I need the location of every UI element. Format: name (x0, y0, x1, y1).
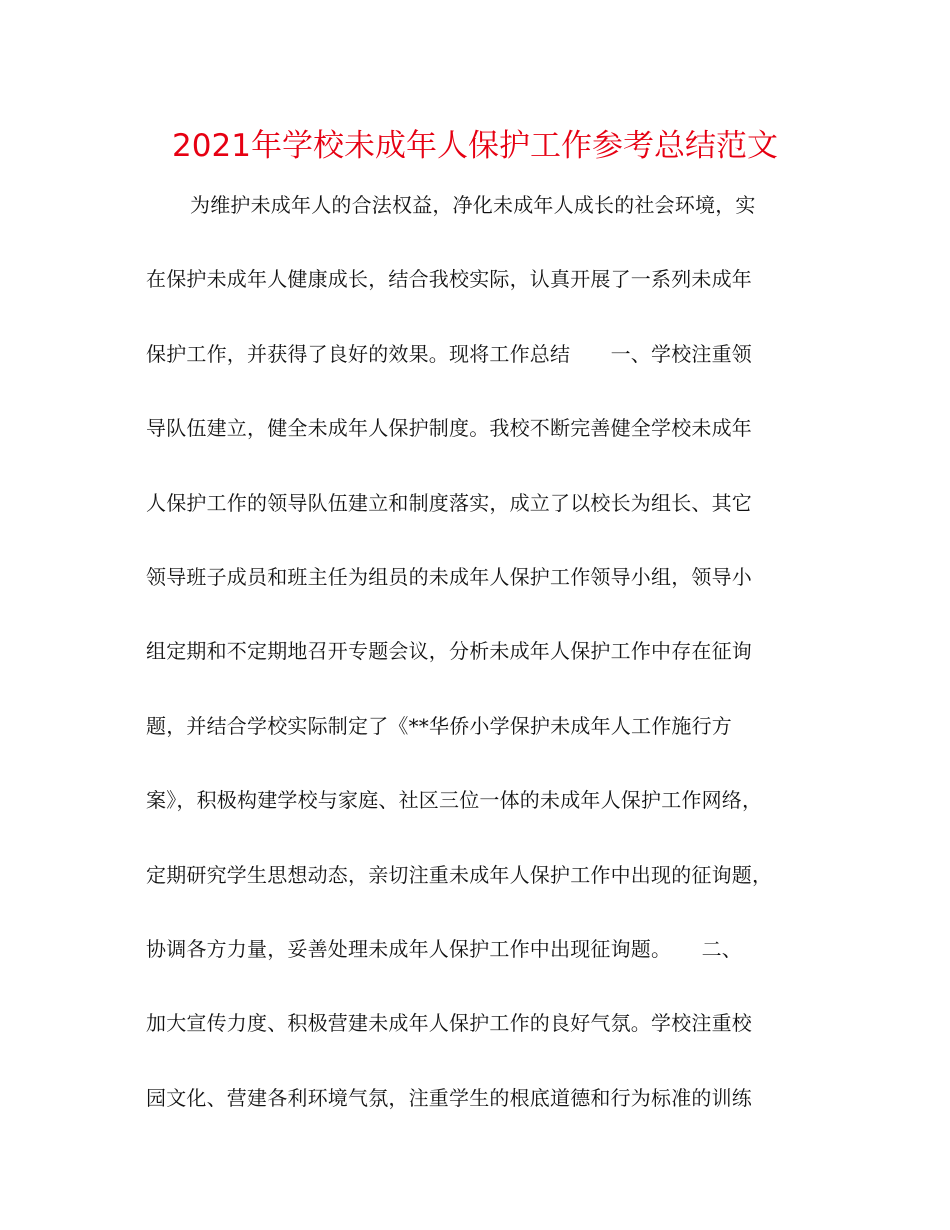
body-line: 案》，积极构建学校与家庭、社区三位一体的未成年人保护工作网络， (146, 788, 763, 813)
body-line: 领导班子成员和班主任为组员的未成年人保护工作领导小组，领导小 (146, 565, 752, 590)
document-title: 2021年学校未成年人保护工作参考总结范文 (172, 128, 778, 164)
body-line: 人保护工作的领导队伍建立和制度落实，成立了以校长为组长、其它 (146, 490, 752, 515)
body-line: 保护工作，并获得了良好的效果。现将工作总结 一、学校注重领 (146, 341, 752, 366)
body-line: 为维护未成年人的合法权益，净化未成年人成长的社会环境，实 (190, 193, 756, 217)
body-line: 导队伍建立，健全未成年人保护制度。我校不断完善健全学校未成年 (146, 416, 752, 441)
body-line: 题，并结合学校实际制定了《**华侨小学保护未成年人工作施行方 (146, 713, 732, 738)
document-body (146, 168, 826, 1135)
body-line: 在保护未成年人健康成长，结合我校实际，认真开展了一系列未成年 (146, 267, 752, 292)
body-line: 园文化、营建各利环境气氛，注重学生的根底道德和行为标准的训练 (146, 1085, 752, 1110)
body-line: 组定期和不定期地召开专题会议，分析未成年人保护工作中存在征询 (146, 639, 752, 664)
body-line: 协调各方力量，妥善处理未成年人保护工作中出现征询题。 二、 (146, 937, 742, 962)
body-line: 定期研究学生思想动态，亲切注重未成年人保护工作中出现的征询题， (146, 862, 773, 887)
body-line: 加大宣传力度、积极营建未成年人保护工作的良好气氛。学校注重校 (146, 1011, 752, 1036)
